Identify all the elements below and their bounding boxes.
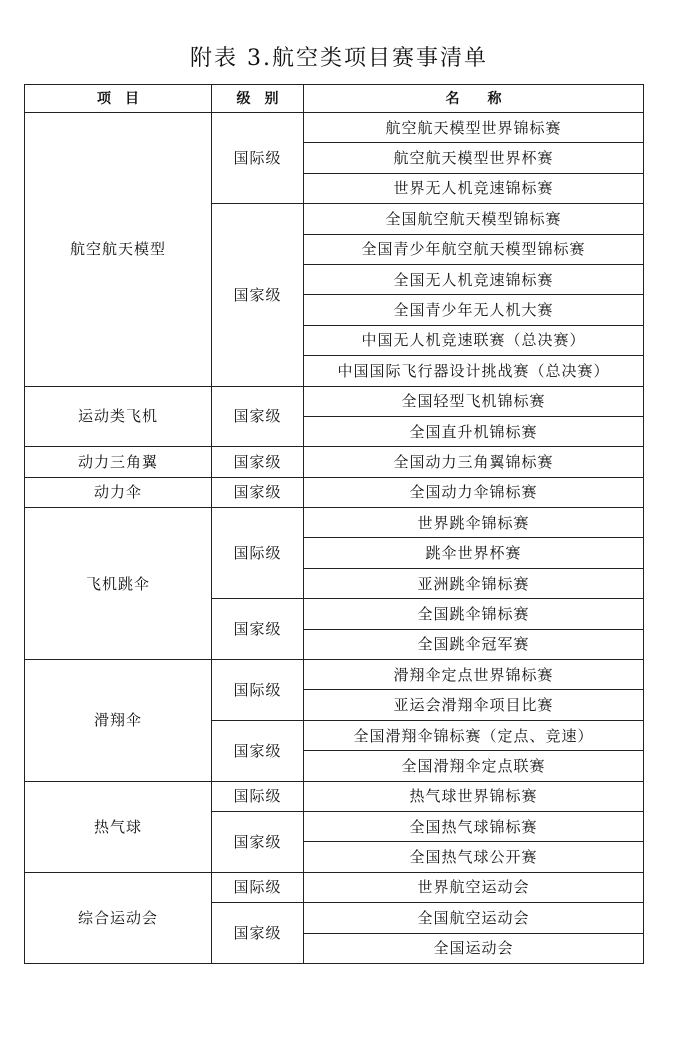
event-name-cell: 中国无人机竞速联赛（总决赛） xyxy=(304,325,644,355)
event-name-cell: 全国滑翔伞锦标赛（定点、竞速） xyxy=(304,720,644,750)
project-cell: 动力伞 xyxy=(25,477,212,507)
level-cell: 国际级 xyxy=(212,113,304,204)
table-row xyxy=(25,477,644,507)
level-cell: 国际级 xyxy=(212,781,304,811)
project-cell: 综合运动会 xyxy=(25,872,212,963)
header-level: 级 别 xyxy=(212,85,304,113)
table-body xyxy=(25,113,644,964)
event-name-cell: 航空航天模型世界杯赛 xyxy=(304,143,644,173)
table-row xyxy=(25,447,644,477)
event-name-cell: 世界无人机竞速锦标赛 xyxy=(304,173,644,203)
event-name-cell: 全国航空航天模型锦标赛 xyxy=(304,204,644,234)
event-name-cell: 全国运动会 xyxy=(304,933,644,963)
project-cell: 滑翔伞 xyxy=(25,660,212,782)
table-row xyxy=(25,386,644,416)
level-cell: 国际级 xyxy=(212,508,304,599)
event-name-cell: 全国航空运动会 xyxy=(304,903,644,933)
event-name-cell: 滑翔伞定点世界锦标赛 xyxy=(304,660,644,690)
level-cell: 国际级 xyxy=(212,872,304,902)
event-name-cell: 全国无人机竞速锦标赛 xyxy=(304,264,644,294)
event-name-cell: 全国跳伞锦标赛 xyxy=(304,599,644,629)
table-header xyxy=(25,85,644,113)
event-name-cell: 全国动力三角翼锦标赛 xyxy=(304,447,644,477)
event-name-cell: 全国热气球公开赛 xyxy=(304,842,644,872)
level-cell: 国家级 xyxy=(212,386,304,447)
event-name-cell: 热气球世界锦标赛 xyxy=(304,781,644,811)
event-name-cell: 亚运会滑翔伞项目比赛 xyxy=(304,690,644,720)
event-name-cell: 全国青少年无人机大赛 xyxy=(304,295,644,325)
event-name-cell: 世界航空运动会 xyxy=(304,872,644,902)
event-name-cell: 航空航天模型世界锦标赛 xyxy=(304,113,644,143)
event-name-cell: 全国跳伞冠军赛 xyxy=(304,629,644,659)
level-cell: 国家级 xyxy=(212,447,304,477)
event-name-cell: 跳伞世界杯赛 xyxy=(304,538,644,568)
project-cell: 热气球 xyxy=(25,781,212,872)
level-cell: 国家级 xyxy=(212,720,304,781)
event-name-cell: 全国轻型飞机锦标赛 xyxy=(304,386,644,416)
event-name-cell: 全国热气球锦标赛 xyxy=(304,811,644,841)
table-row xyxy=(25,781,644,811)
event-name-cell: 亚洲跳伞锦标赛 xyxy=(304,568,644,598)
event-name-cell: 全国直升机锦标赛 xyxy=(304,416,644,446)
event-name-cell: 全国滑翔伞定点联赛 xyxy=(304,751,644,781)
competition-table xyxy=(24,84,644,964)
header-name: 名 称 xyxy=(304,85,644,113)
table-row xyxy=(25,872,644,902)
table-row xyxy=(25,660,644,690)
table-row xyxy=(25,508,644,538)
project-cell: 动力三角翼 xyxy=(25,447,212,477)
header-project: 项 目 xyxy=(25,85,212,113)
event-name-cell: 全国动力伞锦标赛 xyxy=(304,477,644,507)
level-cell: 国家级 xyxy=(212,811,304,872)
project-cell: 运动类飞机 xyxy=(25,386,212,447)
project-cell: 航空航天模型 xyxy=(25,113,212,387)
level-cell: 国际级 xyxy=(212,660,304,721)
level-cell: 国家级 xyxy=(212,599,304,660)
document-title: 附表 3.航空类项目赛事清单 xyxy=(190,46,488,71)
project-cell: 飞机跳伞 xyxy=(25,508,212,660)
event-name-cell: 世界跳伞锦标赛 xyxy=(304,508,644,538)
level-cell: 国家级 xyxy=(212,903,304,964)
event-name-cell: 中国国际飞行器设计挑战赛（总决赛） xyxy=(304,356,644,386)
level-cell: 国家级 xyxy=(212,204,304,386)
level-cell: 国家级 xyxy=(212,477,304,507)
header-row xyxy=(25,85,644,113)
table-row xyxy=(25,113,644,143)
event-name-cell: 全国青少年航空航天模型锦标赛 xyxy=(304,234,644,264)
